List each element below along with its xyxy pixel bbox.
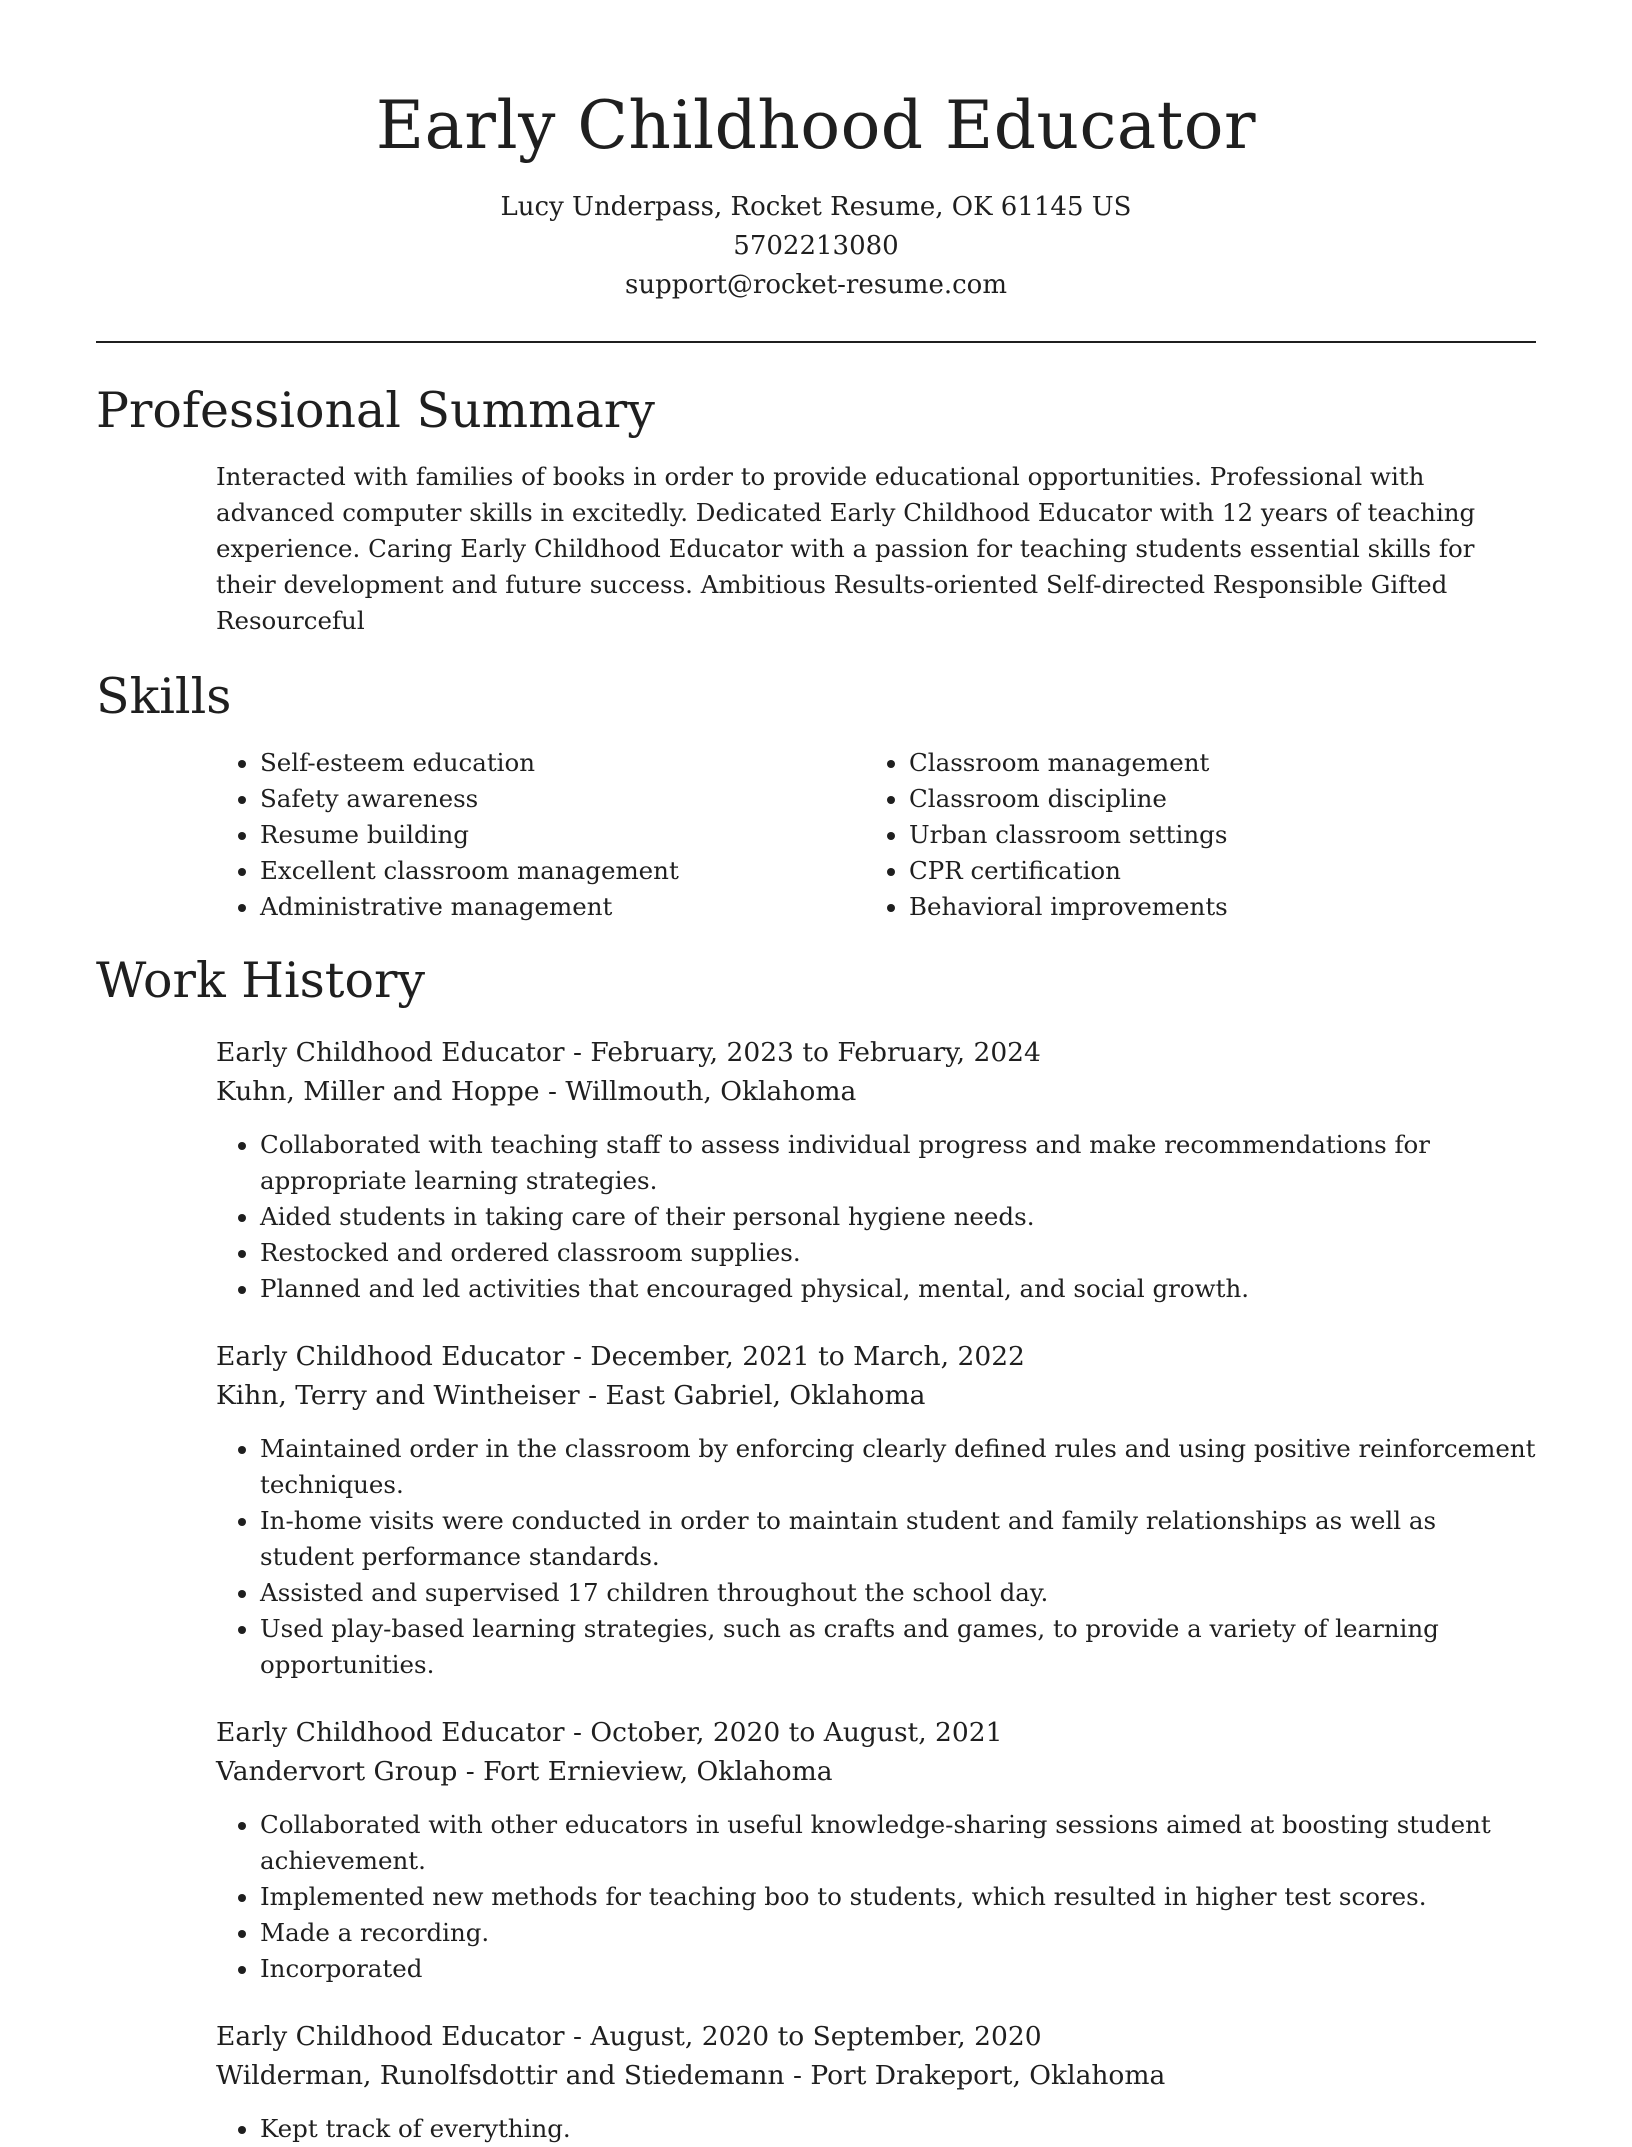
resume-page: [96, 0, 1536, 2147]
email-line: support@rocket-resume.com: [624, 270, 1007, 300]
skill-item: • Behavioral improvements: [909, 889, 1228, 925]
job-bullet: • Aided students in taking care of their personal hygiene needs.: [260, 1199, 1536, 1235]
skill-item: • Classroom management: [909, 745, 1228, 781]
skills-list-right: [865, 745, 1228, 925]
job-title-line: [216, 1337, 1536, 1376]
job-bullet: • Maintained order in the classroom by enforcing clearly defined rules and using positive reinforcement techniques.: [260, 1431, 1536, 1503]
job-company-line: [216, 2056, 1536, 2095]
job-bullet: • Planned and led activities that encouraged physical, mental, and social growth.: [260, 1271, 1536, 1307]
resume-header: [96, 0, 1536, 305]
skill-item: • Urban classroom settings: [909, 817, 1228, 853]
job-company: Vandervort Group: [216, 1756, 458, 1787]
job-entry: [216, 1033, 1536, 1307]
job-bullet: • Used play-based learning strategies, such as crafts and games, to provide a variety of learning opportunities.: [260, 1611, 1536, 1683]
job-title-line: [216, 1033, 1536, 1072]
job-dates: - February, 2023 to February, 2024: [564, 1037, 1041, 1068]
summary-section: [96, 381, 1536, 639]
job-company: Wilderman, Runolfsdottir and Stiedemann: [216, 2060, 785, 2091]
job-bullet: • In-home visits were conducted in order to maintain student and family relationships as well as student performance standards.: [260, 1503, 1536, 1575]
job-bullet: • Assisted and supervised 17 children throughout the school day.: [260, 1575, 1536, 1611]
job-location: - Willmouth, Oklahoma: [539, 1076, 857, 1107]
job-bullet: • Made a recording.: [260, 1915, 1536, 1951]
skill-item: • Self-esteem education: [260, 745, 865, 781]
job-bullet: • Collaborated with teaching staff to assess individual progress and make recommendations for appropriate learning strategies.: [260, 1127, 1536, 1199]
job-bullet: • Incorporated: [260, 1951, 1536, 1987]
job-title: Early Childhood Educator: [216, 2021, 565, 2052]
job-dates: - October, 2020 to August, 2021: [564, 1717, 1003, 1748]
job-dates: - August, 2020 to September, 2020: [564, 2021, 1042, 2052]
job-title: Early Childhood Educator: [216, 1341, 565, 1372]
job-company: Kuhn, Miller and Hoppe: [216, 1076, 540, 1107]
summary-text: Interacted with families of books in order to provide educational opportunities. Professional with advanced computer skills in excitedly. Dedicated Early Childhood Educator with 12 years of teaching experience. Caring Early Childhood Educator with a passion for teaching students essential skills for their development and future success. Ambitious Results-oriented Self-directed Responsible Gifted Resourceful: [216, 462, 1476, 635]
job-location: - Fort Ernieview, Oklahoma: [457, 1756, 833, 1787]
job-bullet: • Implemented new methods for teaching boo to students, which resulted in higher test scores.: [260, 1879, 1536, 1915]
skill-item: • Resume building: [260, 817, 865, 853]
skills-list-left: [216, 745, 865, 925]
job-title-line: [216, 1713, 1536, 1752]
job-bullet: • Kept track of everything.: [260, 2111, 1536, 2147]
job-company: Kihn, Terry and Wintheiser: [216, 1380, 580, 1411]
skills-columns: [216, 745, 1536, 925]
job-title: Early Childhood Educator: [216, 1037, 565, 1068]
job-location: - East Gabriel, Oklahoma: [579, 1380, 926, 1411]
skill-item: • Excellent classroom management: [260, 853, 865, 889]
job-entry: [216, 2017, 1536, 2147]
skill-item: • Administrative management: [260, 889, 865, 925]
skills-section: [96, 667, 1536, 925]
skill-item: • Safety awareness: [260, 781, 865, 817]
job-title-line: [216, 2017, 1536, 2056]
skill-item: • Classroom discipline: [909, 781, 1228, 817]
skills-heading: Skills: [96, 668, 232, 725]
summary-heading: Professional Summary: [96, 382, 655, 439]
job-location: - Port Drakeport, Oklahoma: [784, 2060, 1166, 2091]
job-company-line: [216, 1376, 1536, 1415]
address-line: Lucy Underpass, Rocket Resume, OK 61145 US: [500, 192, 1132, 222]
job-title: Early Childhood Educator: [216, 1717, 565, 1748]
job-dates: - December, 2021 to March, 2022: [564, 1341, 1025, 1372]
work-history-section: [96, 951, 1536, 2147]
job-bullets: [216, 1127, 1536, 1307]
job-entry: [216, 1337, 1536, 1683]
job-bullets: [216, 1431, 1536, 1683]
job-bullets: [216, 2111, 1536, 2147]
job-company-line: [216, 1752, 1536, 1791]
header-divider: [96, 341, 1536, 343]
job-bullet: • Restocked and ordered classroom supplies.: [260, 1235, 1536, 1271]
job-company-line: [216, 1072, 1536, 1111]
job-bullets: [216, 1807, 1536, 1987]
skill-item: • CPR certification: [909, 853, 1228, 889]
contact-block: [96, 188, 1536, 305]
job-bullet: • Collaborated with other educators in useful knowledge-sharing sessions aimed at boosting student achievement.: [260, 1807, 1536, 1879]
work-history-heading: Work History: [96, 952, 426, 1009]
candidate-title: Early Childhood Educator: [375, 87, 1257, 164]
job-entry: [216, 1713, 1536, 1987]
phone-line: 5702213080: [733, 231, 899, 261]
